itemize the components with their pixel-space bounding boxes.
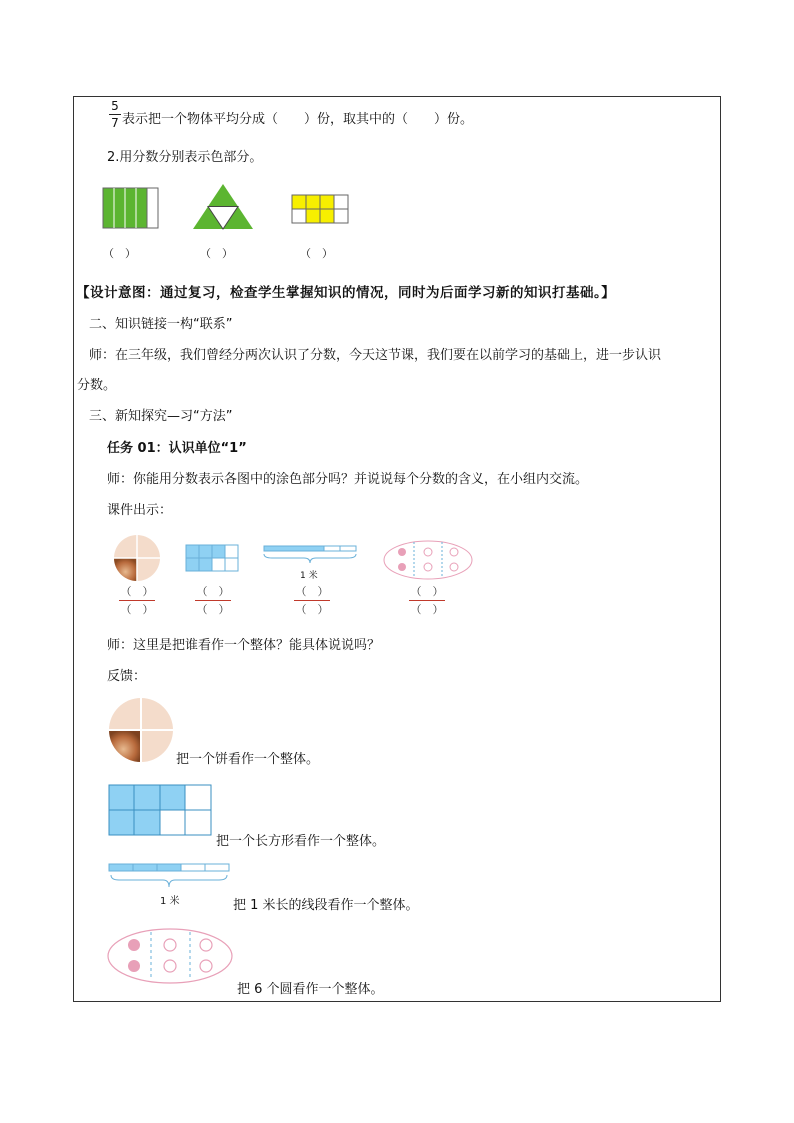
yellow-grid-figure <box>292 195 350 225</box>
question-2: 2.用分数分别表示色部分。 <box>107 150 263 165</box>
line-segment-large <box>109 864 233 890</box>
fraction-blank-1: （ ） （ ） <box>120 585 154 616</box>
one-meter-label-large: 1 米 <box>160 896 180 907</box>
feedback-4: 把 6 个圆看作一个整体。 <box>237 982 384 997</box>
fraction-5-7 <box>109 99 121 130</box>
line-segment-small <box>264 546 360 566</box>
denominator: 7 <box>111 116 119 130</box>
section-3-title: 三、新知探究—习“方法” <box>89 409 233 424</box>
teacher-question-1: 师：你能用分数表示各图中的涂色部分吗？并说说每个分数的含义，在小组内交流。 <box>107 472 589 487</box>
feedback-3: 把 1 米长的线段看作一个整体。 <box>233 898 419 913</box>
answer-blank-1: （ ） <box>103 247 136 260</box>
feedback-label: 反馈： <box>107 669 147 684</box>
green-rectangle-figure <box>103 188 159 228</box>
design-intent-note: 【设计意图：通过复习，检查学生掌握知识的情况，同时为后面学习新的知识打基础。】 <box>76 285 616 301</box>
fraction-blank-2: （ ） （ ） <box>196 585 230 616</box>
fraction-blank-4: （ ） （ ） <box>410 585 444 616</box>
green-triangle-figure <box>193 184 253 230</box>
answer-blank-2: （ ） <box>200 247 233 260</box>
pancake-image-large <box>107 698 175 762</box>
six-circles-oval-small <box>383 540 473 580</box>
one-meter-label-small: 1 米 <box>300 571 318 581</box>
answer-blank-3: （ ） <box>300 247 333 260</box>
section-2-paragraph-line1: 师：在三年级，我们曾经分两次认识了分数，今天这节课，我们要在以前学习的基础上，进一步认识 <box>89 348 662 363</box>
fraction-meaning-question: 表示把一个物体平均分成（ ）份，取其中的（ ）份。 <box>122 112 474 127</box>
teacher-question-2: 师：这里是把谁看作一个整体？能具体说说吗？ <box>107 638 381 653</box>
courseware-label: 课件出示： <box>107 503 173 518</box>
numerator: 5 <box>111 99 119 113</box>
section-2-paragraph-line2: 分数。 <box>77 378 117 393</box>
six-circles-oval-large <box>107 928 235 984</box>
blue-rectangle-small <box>186 545 240 573</box>
feedback-1: 把一个饼看作一个整体。 <box>176 752 320 767</box>
fraction-blank-3: （ ） （ ） <box>295 585 329 616</box>
pancake-image-small <box>112 535 162 581</box>
section-2-title: 二、知识链接一构“联系” <box>89 317 233 332</box>
feedback-2: 把一个长方形看作一个整体。 <box>216 834 386 849</box>
task-01-title: 任务 01：认识单位“1” <box>107 441 247 456</box>
blue-rectangle-large <box>109 785 213 837</box>
